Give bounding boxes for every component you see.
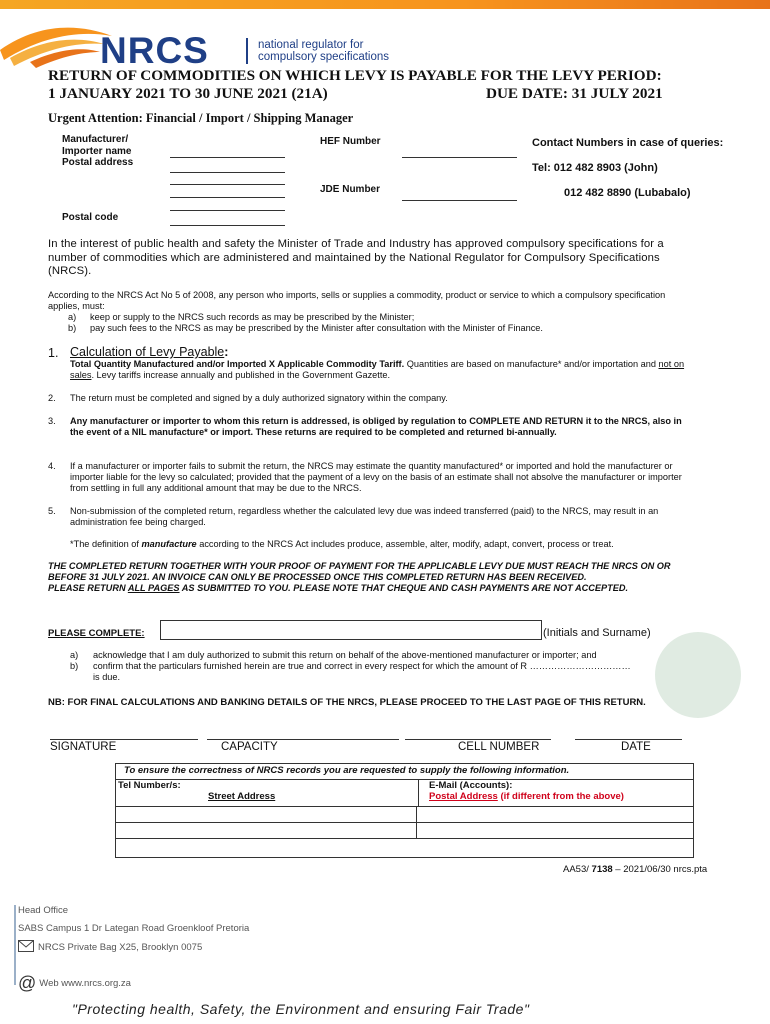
manufacture-definition: *The definition of manufacture according to the NRCS Act includes produce, assemble, alter, modify, adapt, convert, process or treat. [70, 539, 614, 549]
table-heading: To ensure the correctness of NRCS records you are requested to supply the following information. [124, 765, 570, 776]
logo-wordmark: NRCS [100, 30, 209, 71]
item-3-number: 3. [48, 416, 56, 426]
initials-surname-label: (Initials and Surname) [543, 627, 651, 639]
logo-separator [246, 38, 248, 64]
jde-number-label: JDE Number [320, 184, 381, 195]
acknowledge-item-b: b) confirm that the particulars furnished herein are true and correct in every respect for which the amount of R …………………………… [70, 661, 631, 671]
website: @ Web www.nrcs.org.za [18, 973, 131, 993]
manufacturer-label: Manufacturer/ Importer name Postal address [62, 134, 134, 168]
urgent-attention: Urgent Attention: Financial / Import / Shipping Manager [48, 111, 354, 125]
completed-return-notice: THE COMPLETED RETURN TOGETHER WITH YOUR PROOF OF PAYMENT FOR THE APPLICABLE LEVY DUE MUST REACH THE NRCS ON OR BEFORE 31 JULY 2021. AN INVOICE CAN ONLY BE PROCESSED ONCE THIS COMPLETED RETURN HAS BEEN RECEIVED. PLEASE RETURN ALL PAGES AS SUBMITTED TO YOU. PLEASE NOTE THAT CHEQUE AND CASH PAYMENTS ARE NOT ACCEPTED. [48, 561, 671, 593]
contact-heading: Contact Numbers in case of queries: [532, 137, 724, 149]
table-row[interactable] [116, 806, 693, 822]
top-brand-bar [0, 0, 770, 9]
item-2-number: 2. [48, 393, 56, 403]
postal-address-field-2[interactable] [170, 184, 285, 185]
private-bag: NRCS Private Bag X25, Brooklyn 0075 [18, 940, 202, 955]
cell-number-field[interactable] [405, 739, 551, 740]
email-column: E-Mail (Accounts): Postal Address (if different from the above) [429, 780, 624, 802]
table-row-headers [116, 779, 693, 806]
capacity-label: CAPACITY [221, 741, 278, 753]
records-info-table [115, 763, 694, 858]
nb-notice: NB: FOR FINAL CALCULATIONS AND BANKING DETAILS OF THE NRCS, PLEASE PROCEED TO THE LAST PAGE OF THIS RETURN. [48, 697, 646, 708]
initials-surname-input[interactable] [160, 620, 542, 640]
cell-number-label: CELL NUMBER [458, 741, 540, 753]
item-2-text: The return must be completed and signed by a duly authorized signatory within the company. [70, 393, 448, 403]
form-title: RETURN OF COMMODITIES ON WHICH LEVY IS PAYABLE FOR THE LEVY PERIOD: 1 JANUARY 2021 TO 30 JUNE 2021 (21A) [48, 67, 662, 102]
postal-address-field-3[interactable] [170, 197, 285, 198]
date-field[interactable] [575, 739, 682, 740]
jde-number-field[interactable] [402, 200, 517, 201]
postal-address-field-1[interactable] [170, 172, 285, 173]
tel-column: Tel Number/s: Street Address [116, 780, 419, 806]
intro-paragraph: In the interest of public health and safety the Minister of Trade and Industry has approved compulsory specifications for a number of commodities which are administered and maintained by the National Regulator for Compulsory Specifications (NRCS). [48, 238, 664, 277]
importer-name-field[interactable] [170, 157, 285, 158]
item-1-number: 1. [48, 346, 59, 360]
table-row[interactable] [116, 838, 693, 857]
postal-code-field[interactable] [170, 225, 285, 226]
contact-tel-lubabalo: 012 482 8890 (Lubabalo) [564, 187, 691, 199]
postal-code-label: Postal code [62, 212, 119, 223]
logo-tagline: national regulator for compulsory specifications [258, 39, 390, 63]
due-date: DUE DATE: 31 JULY 2021 [486, 85, 663, 102]
please-complete-label: PLEASE COMPLETE: [48, 628, 145, 639]
slogan: "Protecting health, Safety, the Environment and ensuring Fair Trade" [72, 1001, 530, 1017]
hef-number-label: HEF Number [320, 136, 381, 147]
item-4-number: 4. [48, 461, 56, 471]
capacity-field[interactable] [207, 739, 399, 740]
act-paragraph: According to the NRCS Act No 5 of 2008, any person who imports, sells or supplies a commodity, product or service to which a compulsory specification applies, must: a) keep or supply to the NRCS such records as may be prescribed by the Minister; b) pay such fees to the NRCS as may be prescribed by the Minister after consultation with the Minister of Finance. [48, 290, 688, 334]
postal-address-field-4[interactable] [170, 210, 285, 211]
acknowledge-item-a: a) acknowledge that I am duly authorized to submit this return on behalf of the above-mentioned manufacturer or importer; and [70, 650, 597, 660]
signature-label: SIGNATURE [50, 741, 117, 753]
signature-field[interactable] [50, 739, 198, 740]
hef-number-field[interactable] [402, 157, 517, 158]
act-item-a: a) keep or supply to the NRCS such records as may be prescribed by the Minister; [68, 312, 415, 322]
head-office-label: Head Office [18, 905, 68, 916]
item-5-number: 5. [48, 506, 56, 516]
contact-tel-john: Tel: 012 482 8903 (John) [532, 162, 658, 174]
calculation-heading: Calculation of Levy Payable: [70, 345, 229, 359]
footer-accent-bar [14, 905, 16, 985]
item-1-text: Total Quantity Manufactured and/or Imported X Applicable Commodity Tariff. Quantities are based on manufacture* and/or importation and not on sales. Levy tariffs increase annually and published in the Government Gazette. [70, 359, 685, 380]
item-3-text: Any manufacturer or importer to whom this return is addressed, is obliged by regulation to COMPLETE AND RETURN it to the NRCS, also in the event of a NIL manufacture* or import. These returns are required to be completed and returned bi-annually. [70, 416, 682, 437]
envelope-icon [18, 940, 34, 955]
table-row[interactable] [116, 822, 693, 838]
at-sign-icon: @ [18, 973, 37, 993]
date-label: DATE [621, 741, 651, 753]
acknowledgement-list: a) acknowledge that I am duly authorized to submit this return on behalf of the above-mentioned manufacturer or importer; and b) confirm that the particulars furnished herein are true and correct in every respect for which the amount of R …………………………… is due. [70, 650, 690, 683]
item-4-text: If a manufacturer or importer fails to submit the return, the NRCS may estimate the quantity manufactured* or imported and hold the manufacturer or importer liable for the levy so calculated; provided that the payment of a levy on the basis of an estimate shall not absolve the manufacturer or importer from settling in full any additional amount that may be due to the NRCS. [70, 461, 682, 493]
act-item-b: b) pay such fees to the NRCS as may be prescribed by the Minister after consultation with the Minister of Finance. [68, 323, 543, 333]
document-reference: AA53/ 7138 – 2021/06/30 nrcs.pta [563, 864, 708, 875]
head-office-address: SABS Campus 1 Dr Lategan Road Groenkloof Pretoria [18, 923, 250, 934]
item-5-text: Non-submission of the completed return, regardless whether the calculated levy due was indeed transferred (paid) to the NRCS, may result in an administration fee being charged. [70, 506, 659, 527]
